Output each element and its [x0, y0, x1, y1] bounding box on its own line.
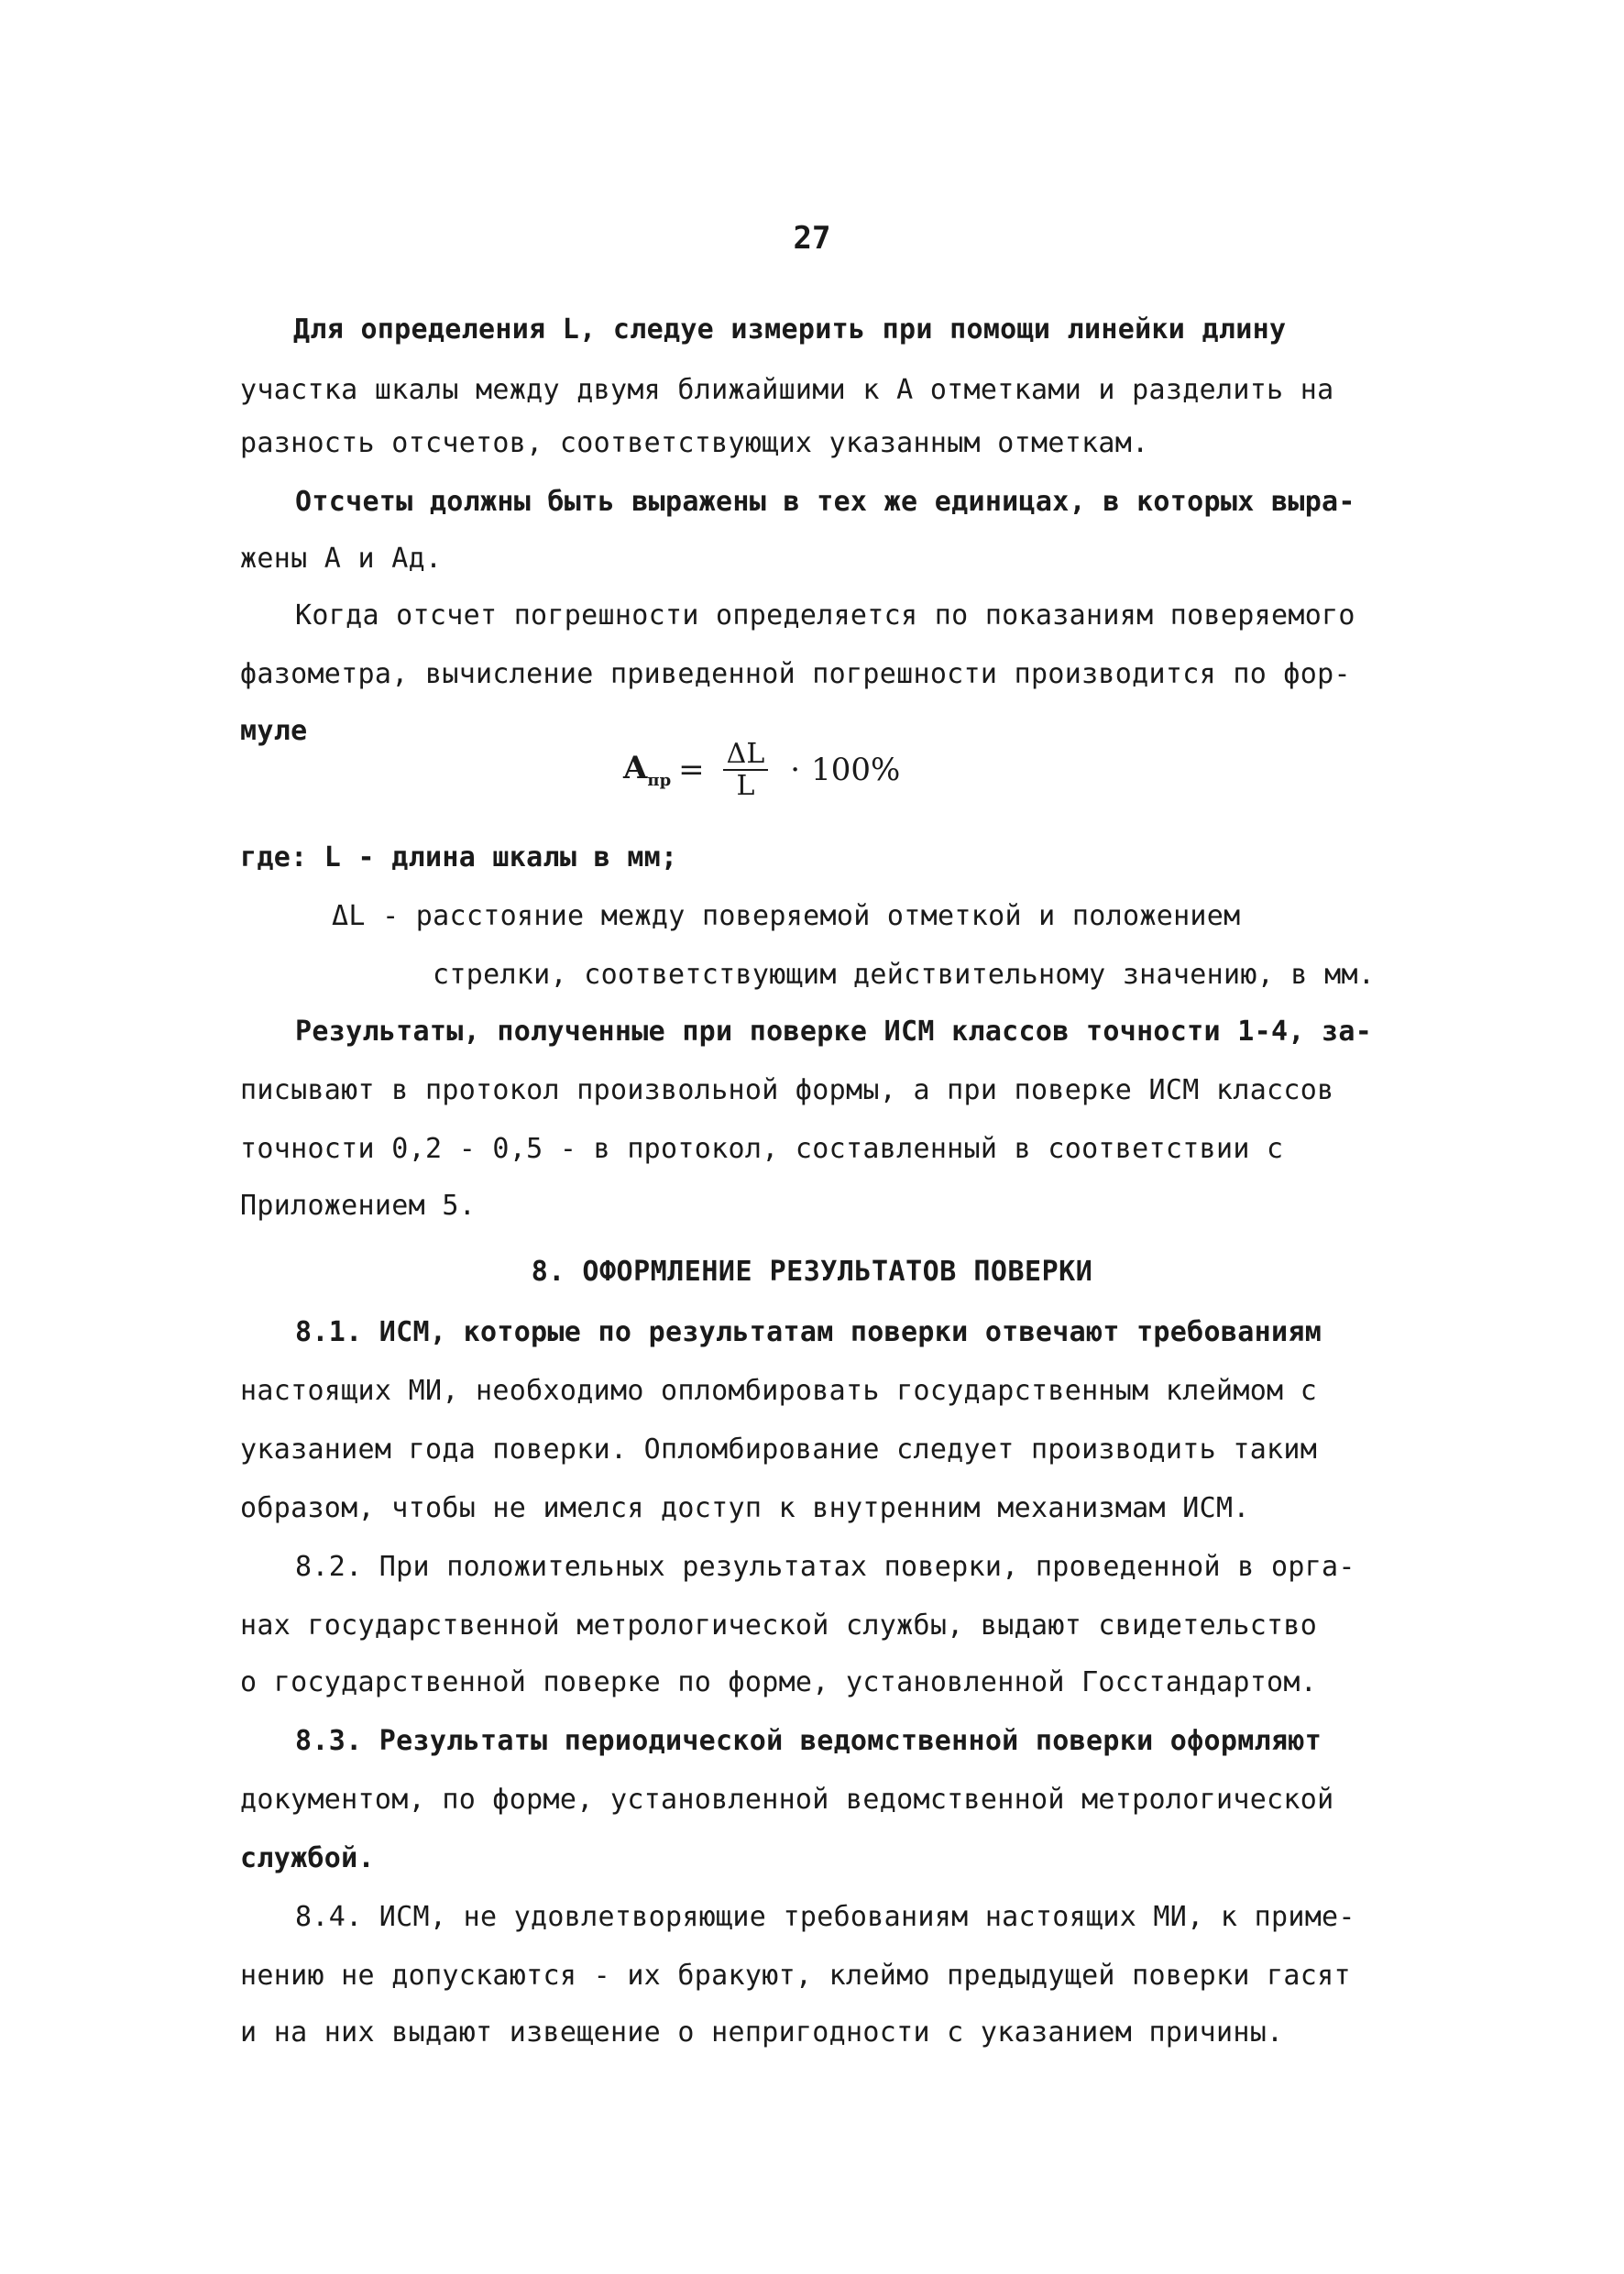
p83-line-2: документом, по форме, установленной ведомственной метрологической — [240, 1784, 1334, 1816]
para4-line-1: Результаты, полученные при поверке ИСМ классов точности 1-4, за- — [295, 1016, 1373, 1048]
p83-line-1: 8.3. Результаты периодической ведомственной поверки оформляют — [295, 1725, 1322, 1757]
para3-line-3: муле — [240, 715, 308, 747]
p84-line-1: 8.4. ИСМ, не удовлетворяющие требованиям настоящих МИ, к приме- — [295, 1901, 1355, 1933]
para1-line-2: участка шкалы между двумя ближайшими к А отметками и разделить на — [240, 374, 1334, 406]
formula-lhs: $A_{пр}$ — [623, 750, 672, 790]
para3-line-1: Когда отсчет погрешности определяется по показаниям поверяемого — [295, 599, 1355, 632]
p81-line-2: настоящих МИ, необходимо опломбировать государственным клеймом с — [240, 1375, 1318, 1407]
p81-line-4: образом, чтобы не имелся доступ к внутренним механизмам ИСМ. — [240, 1492, 1250, 1524]
p82-line-3: о государственной поверке по форме, установленной Госстандартом. — [240, 1666, 1318, 1698]
para2-line-1: Отсчеты должны быть выражены в тех же единицах, в которых выра- — [295, 486, 1355, 518]
p84-line-2: нению не допускаются - их бракуют, клеймо предыдущей поверки гасят — [240, 1960, 1351, 1992]
p83-line-3: службой. — [240, 1842, 375, 1874]
p84-line-3: и на них выдают извещение о непригодности с указанием причины. — [240, 2016, 1284, 2049]
formula-rhs: 100% — [811, 752, 901, 788]
formula-denominator: L — [736, 770, 755, 802]
formula-equals: = — [678, 752, 705, 788]
para2-line-2: жены А и Ад. — [240, 543, 443, 575]
p81-line-1: 8.1. ИСМ, которые по результатам поверки отвечают требованиям — [295, 1316, 1322, 1348]
where-line-2: ΔL - расстояние между поверяемой отметкой и положением — [332, 900, 1241, 932]
formula-multiply: · — [790, 752, 801, 788]
p82-line-1: 8.2. При положительных результатах поверки, проведенной в орга- — [295, 1551, 1355, 1583]
para1-line-3: разность отсчетов, соответствующих указанным отметкам. — [240, 427, 1149, 459]
section-heading: 8. ОФОРМЛЕНИЕ РЕЗУЛЬТАТОВ ПОВЕРКИ — [531, 1256, 1093, 1288]
p81-line-3: указанием года поверки. Опломбирование следует производить таким — [240, 1434, 1318, 1466]
where-line-3: стрелки, соответствующим действительному значению, в мм. — [433, 959, 1376, 991]
formula-numerator: ΔL — [723, 739, 769, 771]
p82-line-2: нах государственной метрологической службы, выдают свидетельство — [240, 1609, 1318, 1642]
where-line-1: где: L - длина шкалы в мм; — [240, 841, 678, 873]
reduced-error-formula — [623, 733, 900, 807]
para4-line-2: писывают в протокол произвольной формы, а при поверке ИСМ классов — [240, 1074, 1334, 1106]
para1-line-1: Для определения L, следуе измерить при помощи линейки длину — [293, 313, 1287, 346]
para4-line-4: Приложением 5. — [240, 1190, 477, 1222]
para3-line-2: фазометра, вычисление приведенной погрешности производится по фор- — [240, 658, 1351, 690]
formula-fraction — [723, 739, 769, 801]
page-number: 27 — [793, 220, 831, 257]
para4-line-3: точности 0,2 - 0,5 - в протокол, составленный в соответствии с — [240, 1133, 1284, 1165]
